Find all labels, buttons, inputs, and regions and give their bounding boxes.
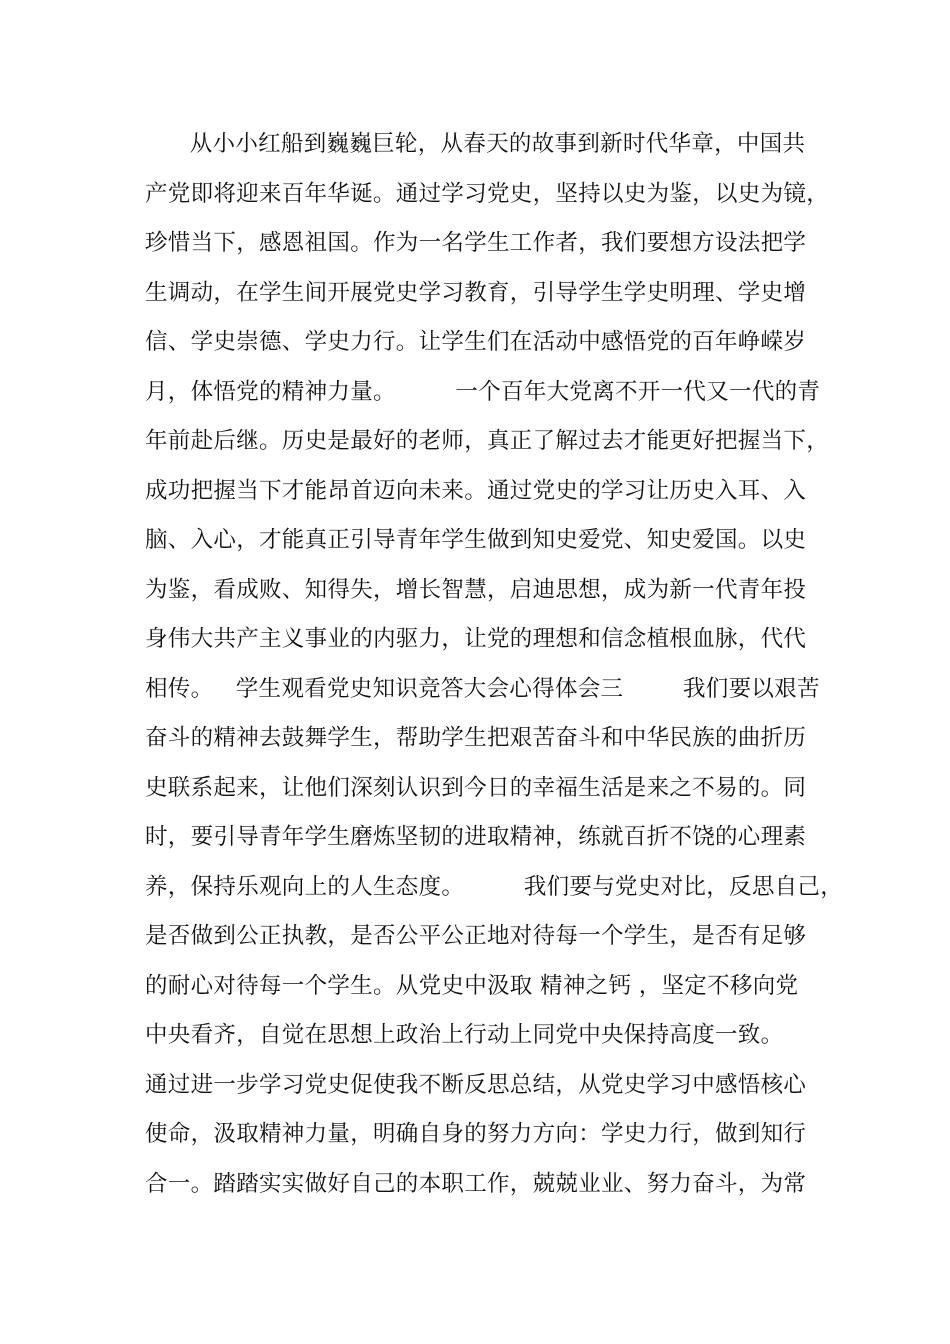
body-text <box>145 131 844 1222</box>
text-line: 产党即将迎来百年华诞。通过学习党史，坚持以史为鉴，以史为镜， <box>145 180 830 207</box>
text-line: 合一。踏踏实实做好自己的本职工作，兢兢业业、努力奋斗，为常 <box>145 1170 807 1197</box>
text-line: 是否做到公正执教，是否公平公正地对待每一个学生，是否有足够 <box>145 923 807 949</box>
text-line: 生调动，在学生间开展党史学习教育，引导学生学史明理、学史增 <box>145 279 807 306</box>
text-line: 身伟大共产主义事业的内驱力，让党的理想和信念植根血脉，代代 <box>145 626 807 652</box>
text-line: 从小小红船到巍巍巨轮，从春天的故事到新时代华章，中国共 <box>145 131 806 157</box>
text-line: 相传。 学生观看党史知识竞答大会心得体会三 我们要以艰苦 <box>145 675 820 702</box>
text-line: 的耐心对待每一个学生。从党史中汲取 精神之钙 ，坚定不移向党 <box>145 972 799 999</box>
text-line: 年前赴后继。历史是最好的老师，真正了解过去才能更好把握当下， <box>145 428 830 454</box>
text-line: 脑、入心，才能真正引导青年学生做到知史爱党、知史爱国。以史 <box>145 527 807 553</box>
text-line: 成功把握当下才能昂首迈向未来。通过党史的学习让历史入耳、入 <box>145 477 807 504</box>
text-line: 奋斗的精神去鼓舞学生，帮助学生把艰苦奋斗和中华民族的曲折历 <box>145 725 807 751</box>
text-line: 月，体悟党的精神力量。 一个百年大党离不开一代又一代的青 <box>145 378 821 405</box>
text-line: 通过进一步学习党史促使我不断反思总结，从党史学习中感悟核心 <box>145 1071 807 1098</box>
text-line: 珍惜当下，感恩祖国。作为一名学生工作者，我们要想方设法把学 <box>145 230 807 256</box>
text-line: 为鉴，看成败、知得失，增长智慧，启迪思想，成为新一代青年投 <box>145 576 807 603</box>
text-line: 时，要引导青年学生磨炼坚韧的进取精神，练就百折不饶的心理素 <box>145 824 807 850</box>
text-line: 养，保持乐观向上的人生态度。 我们要与党史对比，反思自己， <box>145 873 844 900</box>
text-line: 信、学史崇德、学史力行。让学生们在活动中感悟党的百年峥嵘岁 <box>145 329 807 355</box>
text-line: 史联系起来，让他们深刻认识到今日的幸福生活是来之不易的。同 <box>145 774 807 801</box>
text-line: 中央看齐，自觉在思想上政治上行动上同党中央保持高度一致。 <box>145 1022 784 1048</box>
text-line: 使命，汲取精神力量，明确自身的努力方向：学史力行，做到知行 <box>145 1121 807 1147</box>
